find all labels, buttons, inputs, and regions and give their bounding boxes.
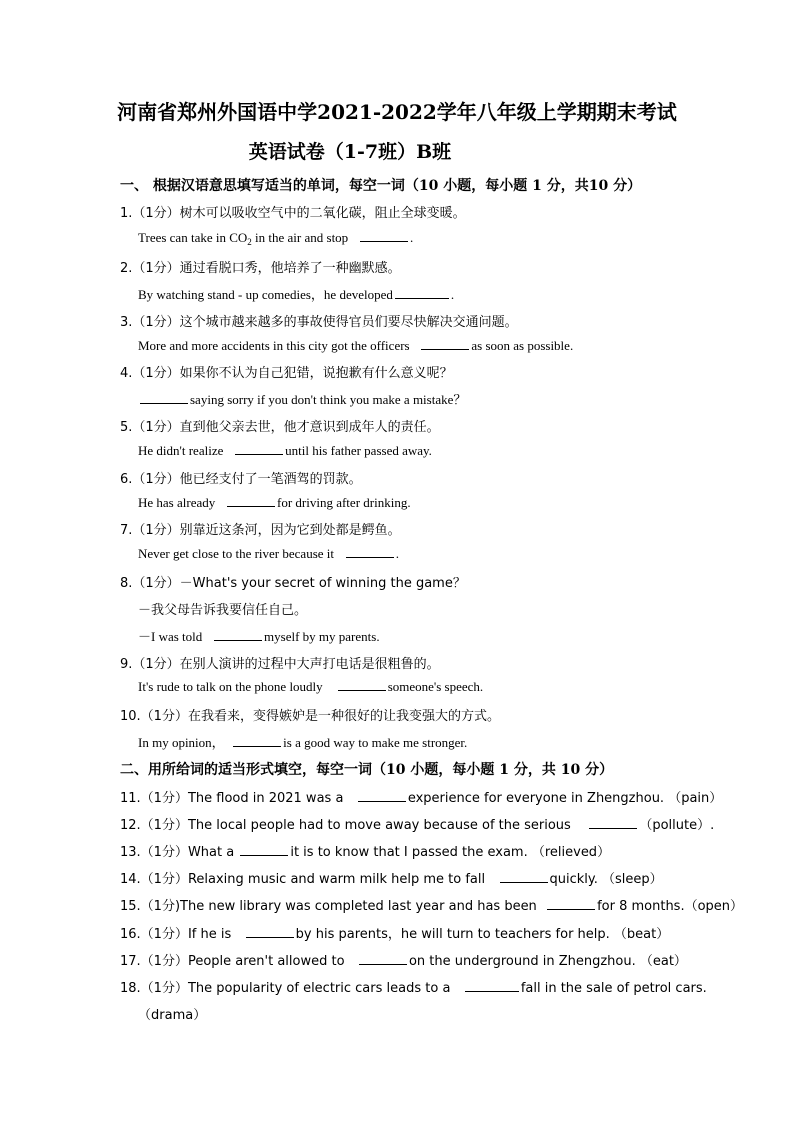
question-15 — [120, 895, 743, 914]
question-7-text: Never get close to the river because it — [138, 546, 334, 561]
question-12 — [120, 814, 714, 833]
question-1-prompt: 1.（1分）树木可以吸收空气中的二氧化碳，阻止全球变暖。 — [120, 206, 466, 221]
question-16 — [120, 923, 669, 942]
question-5-sentence — [138, 443, 432, 459]
question-17-text: 17.（1分）People aren't allowed to — [120, 954, 345, 969]
question-5-prompt: 5.（1分）直到他父亲去世，他才意识到成年人的责任。 — [120, 420, 440, 435]
answer-blank-8[interactable] — [214, 629, 262, 641]
question-8-prompt: 8.（1分）－What's your secret of winning the game？ — [120, 576, 466, 591]
question-2-end: . — [450, 287, 455, 302]
question-10-text: In my opinion， — [138, 735, 225, 750]
question-17-end: on the underground in Zhengzhou. （eat） — [408, 954, 687, 969]
question-6-text: He has already — [138, 495, 216, 510]
answer-blank-11[interactable] — [358, 790, 406, 802]
question-13-text: 13.（1分）What a — [120, 845, 235, 860]
question-6-sentence — [138, 495, 411, 511]
question-9-text: It's rude to talk on the phone loudly — [138, 679, 323, 694]
answer-blank-6[interactable] — [227, 495, 275, 507]
answer-blank-17[interactable] — [359, 953, 407, 965]
question-18 — [120, 977, 707, 996]
question-7-sentence — [138, 546, 399, 562]
answer-blank-1[interactable] — [360, 230, 408, 242]
question-18-hint: （drama） — [138, 1008, 207, 1023]
question-13-end: it is to know that I passed the exam. （relieved） — [290, 845, 611, 860]
question-13 — [120, 841, 610, 860]
answer-blank-2[interactable] — [395, 287, 449, 299]
question-9-sentence — [138, 679, 483, 695]
question-11 — [120, 787, 722, 806]
question-2-sentence — [138, 284, 454, 303]
question-11-end: experience for everyone in Zhengzhou. （pain） — [407, 791, 723, 806]
question-4-prompt: 4.（1分）如果你不认为自己犯错，说抱歉有什么意义呢？ — [120, 366, 453, 381]
question-14-text: 14.（1分）Relaxing music and warm milk help me to fall — [120, 872, 486, 887]
question-14 — [120, 868, 663, 887]
question-16-end: by his parents，he will turn to teachers for help. （beat） — [295, 927, 670, 942]
answer-blank-10[interactable] — [233, 735, 281, 747]
answer-blank-16[interactable] — [246, 926, 294, 938]
question-11-text: 11.（1分）The flood in 2021 was a — [120, 791, 344, 806]
question-9-prompt: 9.（1分）在别人演讲的过程中大声打电话是很粗鲁的。 — [120, 657, 440, 672]
answer-blank-5[interactable] — [235, 443, 283, 455]
question-2-prompt: 2.（1分）通过看脱口秀，他培养了一种幽默感。 — [120, 261, 401, 276]
answer-blank-18[interactable] — [465, 980, 519, 992]
question-10-sentence — [138, 732, 467, 751]
question-7-prompt: 7.（1分）别靠近这条河，因为它到处都是鳄鱼。 — [120, 523, 401, 538]
question-7-end: . — [395, 546, 399, 561]
question-1-sentence — [138, 230, 413, 247]
section-1-heading: 一、 根据汉语意思填写适当的单词，每空一词（10 小题，每小题 1 分，共10 分） — [120, 178, 642, 194]
question-8-sentence — [138, 626, 380, 645]
section-2-heading: 二、用所给词的适当形式填空，每空一词（10 小题，每小题 1 分，共 10 分） — [120, 762, 614, 778]
question-15-end: for 8 months.（open） — [597, 899, 744, 914]
question-5-end: until his father passed away. — [285, 443, 432, 458]
document-subtitle: 英语试卷（1-7班）B班 — [248, 141, 452, 163]
question-4-text: saying sorry if you don't think you make a mistake？ — [190, 392, 467, 407]
question-2-text: By watching stand - up comedies，he developed — [138, 287, 393, 302]
question-17 — [120, 950, 687, 969]
question-15-text: 15.（1分)The new library was completed last year and has been — [120, 899, 537, 914]
answer-blank-4[interactable] — [140, 392, 188, 404]
question-3-prompt: 3.（1分）这个城市越来越多的事故使得官员们要尽快解决交通问题。 — [120, 315, 518, 330]
answer-blank-14[interactable] — [500, 871, 548, 883]
answer-blank-12[interactable] — [589, 817, 637, 829]
question-18-text: 18.（1分）The popularity of electric cars leads to a — [120, 981, 451, 996]
answer-blank-13[interactable] — [240, 844, 288, 856]
document-title: 河南省郑州外国语中学2021-2022学年八年级上学期期末考试 — [117, 100, 677, 124]
question-14-end: quickly. （sleep） — [549, 872, 663, 887]
question-18-end: fall in the sale of petrol cars. — [520, 981, 707, 996]
question-8-end: myself by my parents. — [264, 629, 380, 644]
question-1-text-mid: in the air and stop — [251, 230, 349, 245]
question-12-text: 12.（1分）The local people had to move away because of the serious — [120, 818, 571, 833]
question-3-text: More and more accidents in this city got the officers — [138, 338, 410, 353]
question-12-end: （pollute）. — [639, 818, 715, 833]
question-1-end: . — [409, 230, 414, 245]
question-1-text: Trees can take in CO — [138, 230, 248, 245]
question-6-prompt: 6.（1分）他已经支付了一笔酒驾的罚款。 — [120, 472, 362, 487]
question-10-end: is a good way to make me stronger. — [283, 735, 468, 750]
answer-blank-7[interactable] — [346, 546, 394, 558]
answer-blank-15[interactable] — [547, 898, 595, 910]
question-10-prompt: 10.（1分）在我看来，变得嫉妒是一种很好的让我变强大的方式。 — [120, 709, 500, 724]
question-3-end: as soon as possible. — [471, 338, 574, 353]
question-5-text: He didn't realize — [138, 443, 224, 458]
question-9-end: someone's speech. — [387, 679, 484, 694]
question-3-sentence — [138, 338, 573, 354]
answer-blank-9[interactable] — [338, 679, 386, 691]
question-8-reply-cn: －我父母告诉我要信任自己。 — [138, 603, 308, 618]
subscript-2: 2 — [247, 237, 252, 247]
question-6-end: for driving after drinking. — [277, 495, 411, 510]
answer-blank-3[interactable] — [421, 338, 469, 350]
question-8-text: －I was told — [138, 629, 203, 644]
question-16-text: 16.（1分）If he is — [120, 927, 232, 942]
question-4-sentence — [138, 389, 466, 408]
